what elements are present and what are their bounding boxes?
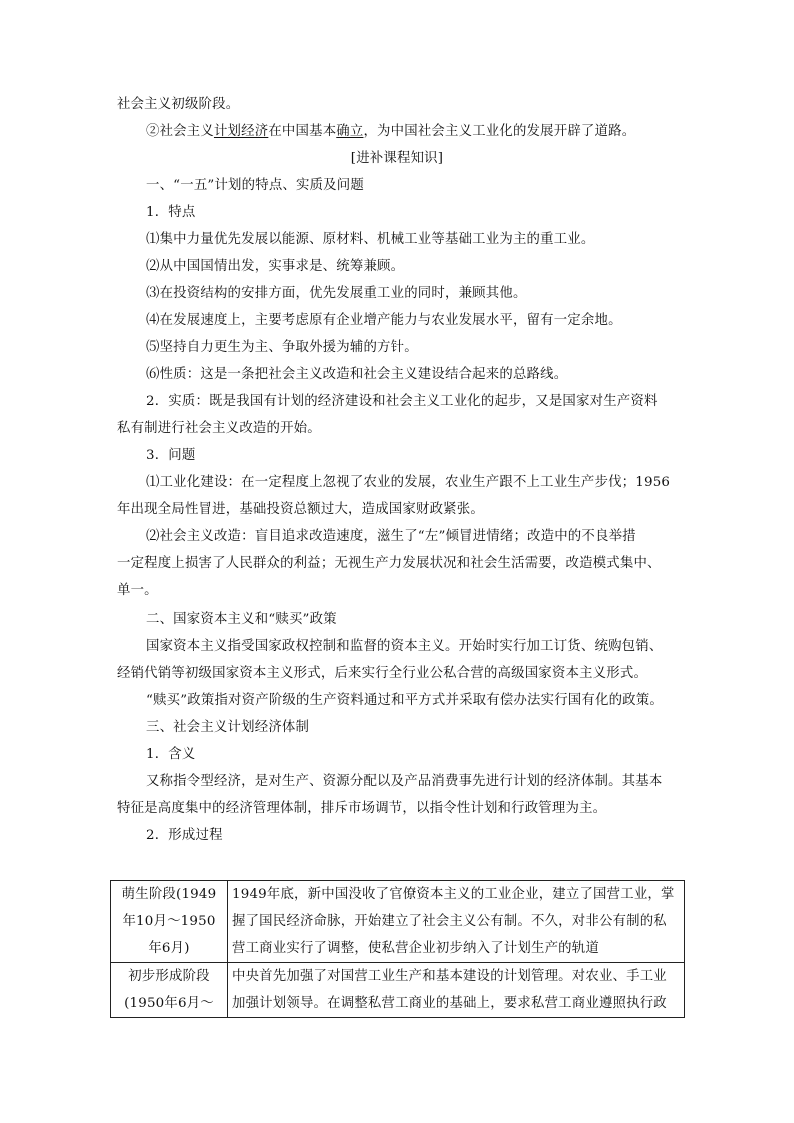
text-line: 单一。 xyxy=(117,583,158,598)
text-line: ⑴集中力量优先发展以能源、原材料、机械工业等基础工业为主的重工业。 xyxy=(146,232,595,247)
text-line: ⑵从中国国情出发，实事求是、统筹兼顾。 xyxy=(146,259,405,274)
text-line: 国家资本主义指受国家政权控制和监督的资本主义。开始时实行加工订货、统购包销、 xyxy=(146,639,663,654)
subheading: 1．含义 xyxy=(146,747,196,762)
stage-cell xyxy=(111,963,228,1018)
text-line: 一定程度上损害了人民群众的利益；无视生产力发展状况和社会生活需要，改造模式集中、 xyxy=(117,556,661,571)
cell-line: 加强计划领导。在调整私营工商业的基础上，要求私营工商业遵照执行政 xyxy=(232,996,667,1011)
text-line: ⑸坚持自力更生为主、争取外援为辅的方针。 xyxy=(146,340,418,355)
subheading: 2．形成过程 xyxy=(146,828,223,843)
text-line: “赎买”政策指对资产阶级的生产资料通过和平方式并采取有偿办法实行国有化的政策。 xyxy=(146,693,663,708)
content-cell xyxy=(228,963,685,1018)
text-line: 2．实质：既是我国有计划的经济建设和社会主义工业化的起步，又是国家对生产资料 xyxy=(146,394,658,409)
text-line: ⑴工业化建设：在一定程度上忽视了农业的发展，农业生产跟不上工业生产步伐；1956 xyxy=(146,475,671,490)
section-header: [进补课程知识] xyxy=(350,151,444,166)
paragraph-planned-economy xyxy=(146,122,716,142)
cell-line: 中央首先加强了对国营工业生产和基本建设的计划管理。对农业、手工业 xyxy=(232,969,667,984)
heading-3: 三、社会主义计划经济体制 xyxy=(146,720,310,735)
cell-line: 营工商业实行了调整，使私营企业初步纳入了计划生产的轨道 xyxy=(232,941,599,956)
cell-line: 萌生阶段(1949 xyxy=(121,887,217,902)
subheading: 1．特点 xyxy=(146,205,196,220)
heading-1: 一、“一五”计划的特点、实质及问题 xyxy=(146,178,364,193)
stage-cell xyxy=(111,881,228,963)
text-span: ②社会主义 xyxy=(146,124,214,139)
text-line: 社会主义初级阶段。 xyxy=(117,97,240,112)
text-line: 特征是高度集中的经济管理体制，排斥市场调节，以指令性计划和行政管理为主。 xyxy=(117,801,607,816)
table-row xyxy=(111,881,685,963)
underlined-term: 计划经济 xyxy=(213,124,269,139)
cell-line: 初步形成阶段 xyxy=(128,969,210,984)
cell-line: 握了国民经济命脉，开始建立了社会主义公有制。不久，对非公有制的私 xyxy=(232,914,667,929)
cell-line: 年10月～1950 xyxy=(122,914,216,929)
text-line: 又称指令型经济，是对生产、资源分配以及产品消费事先进行计划的经济体制。其基本 xyxy=(146,774,663,789)
text-line: 经销代销等初级国家资本主义形式，后来实行全行业公私合营的高级国家资本主义形式。 xyxy=(117,666,648,681)
cell-line: (1950年6月～ xyxy=(124,996,214,1011)
cell-line: 年6月) xyxy=(148,941,190,956)
content-cell xyxy=(228,881,685,963)
heading-2: 二、国家资本主义和“赎买”政策 xyxy=(146,612,337,627)
text-span: ，为中国社会主义工业化的发展开辟了道路。 xyxy=(363,124,636,139)
subheading: 3．问题 xyxy=(146,448,196,463)
text-line: ⑶在投资结构的安排方面，优先发展重工业的同时，兼顾其他。 xyxy=(146,286,527,301)
text-line: ⑵社会主义改造：盲目追求改造速度，滋生了“左”倾冒进情绪；改造中的不良举措 xyxy=(146,529,636,544)
table-row xyxy=(111,963,685,1018)
underlined-term: 确立 xyxy=(336,124,364,139)
text-line: ⑹性质：这是一条把社会主义改造和社会主义建设结合起来的总路线。 xyxy=(146,367,568,382)
text-line: 私有制进行社会主义改造的开始。 xyxy=(117,421,321,436)
text-line: ⑷在发展速度上，主要考虑原有企业增产能力与农业发展水平，留有一定余地。 xyxy=(146,313,622,328)
cell-line: 1949年底，新中国没收了官僚资本主义的工业企业，建立了国营工业，掌 xyxy=(232,887,675,902)
text-line: 年出现全局性冒进，基础投资总额过大，造成国家财政紧张。 xyxy=(117,502,484,517)
text-span: 在中国基本 xyxy=(268,124,337,139)
formation-stages-table xyxy=(110,880,685,1018)
